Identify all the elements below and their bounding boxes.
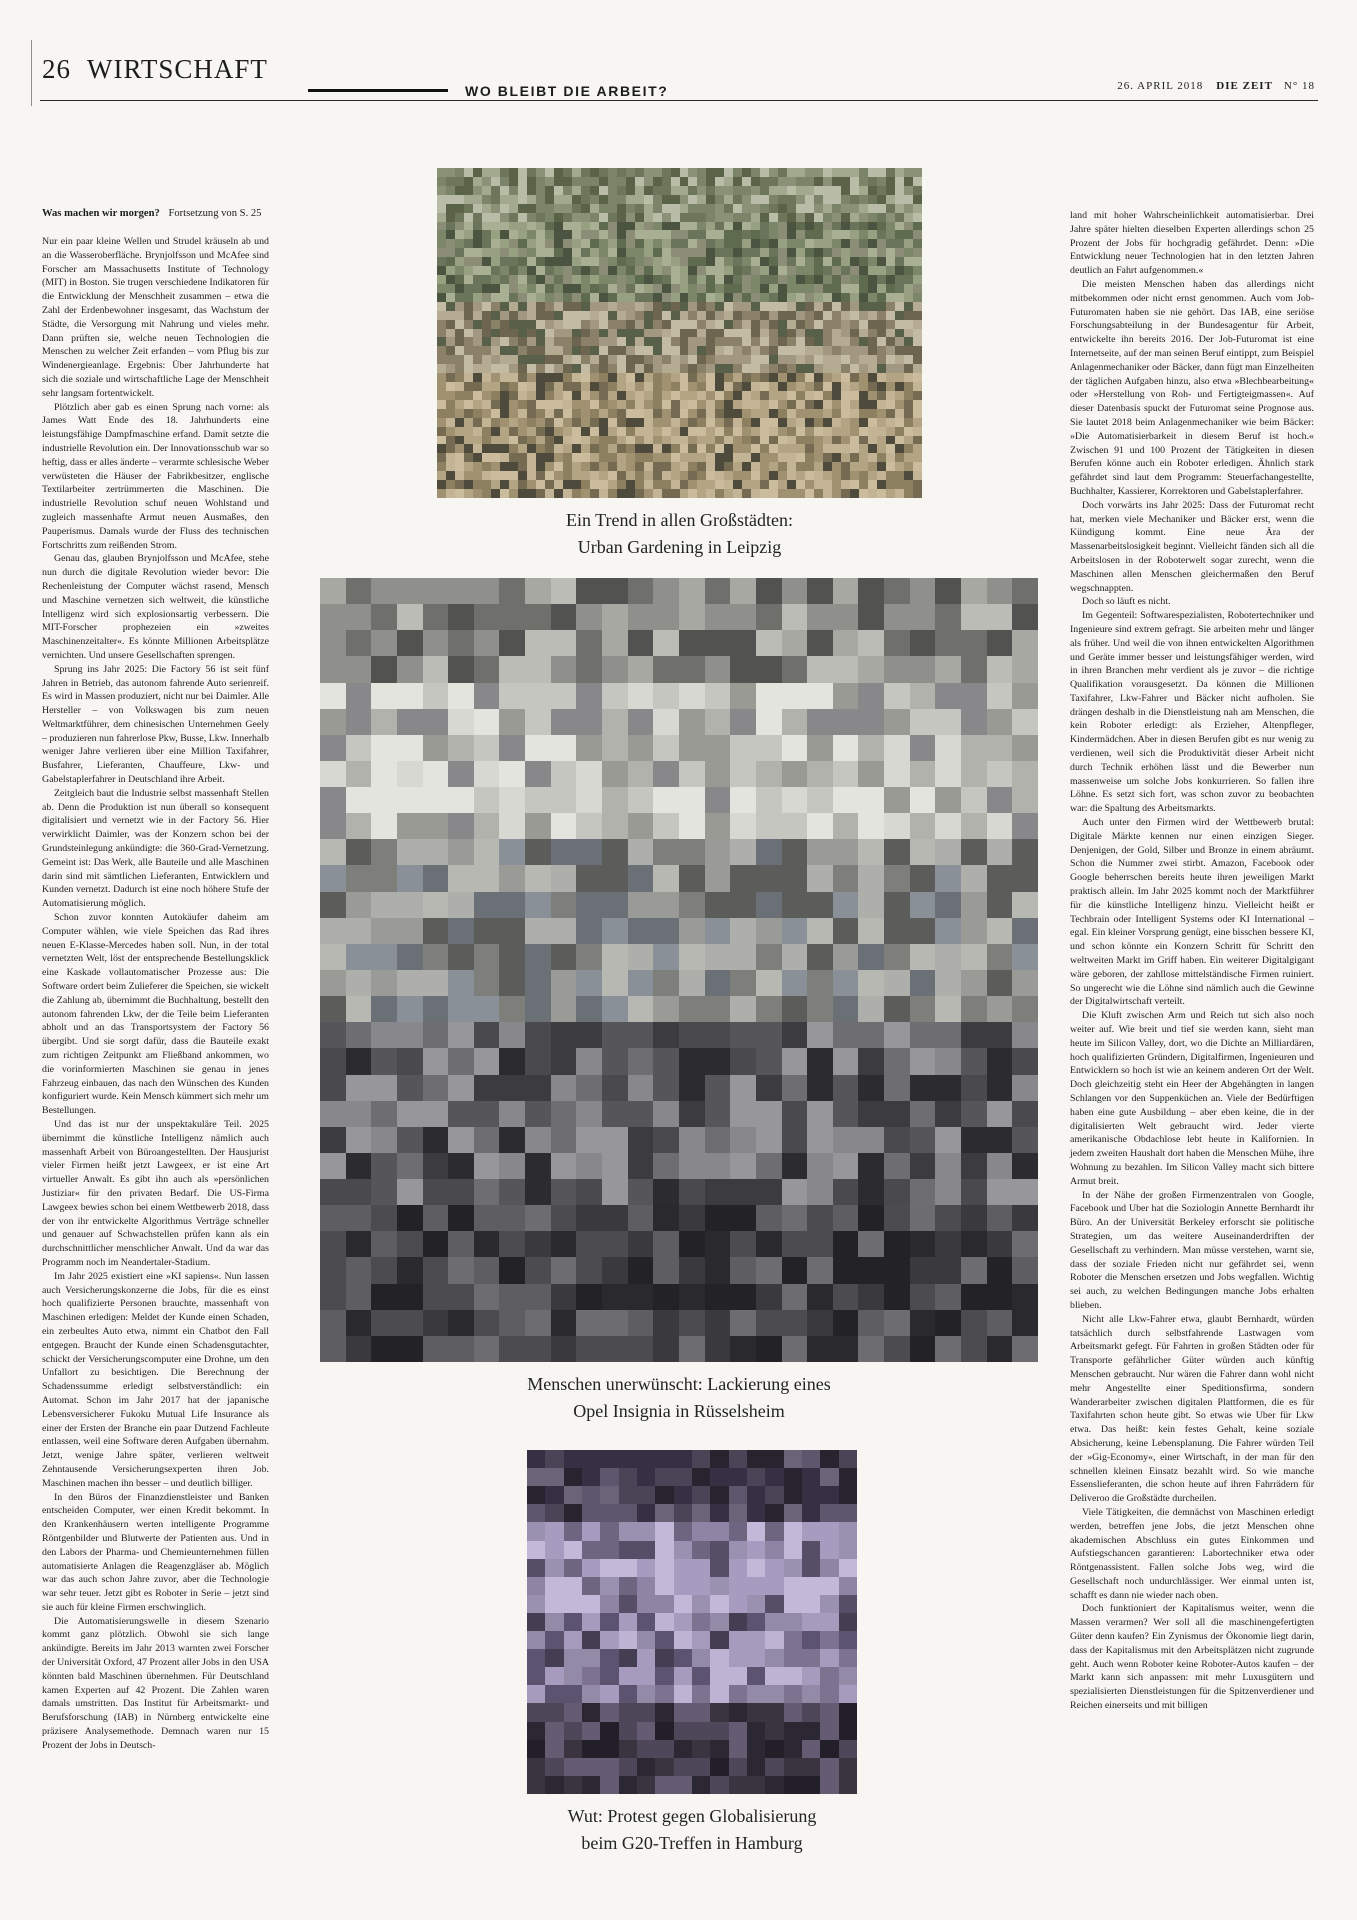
caption-line: Opel Insignia in Rüsselsheim <box>573 1401 785 1421</box>
urban-gardening-photo <box>437 168 922 498</box>
article-paragraph: In den Büros der Finanzdienstleister und Banken entscheiden Computer, wer einen Kredit bekommt. In den Krankenhäusern werten intelligente Programme Röntgenbilder und Blutwerte der Patienten aus. Und in den Labors der Pharma- und Chemieunternehmen füllen automatisierte Anlagen die Reagenzgläser ab. Möglich war das auch schon Jahre zuvor, aber die Technologie war sehr teuer. Jetzt gibt es Roboter in Serie – jetzt sind sie auch für kleine Firmen erschwinglich. <box>42 1491 269 1613</box>
g20-protest-photo <box>527 1450 857 1794</box>
header-rule <box>40 100 1318 101</box>
caption-line: Menschen unerwünscht: Lackierung eines <box>527 1374 831 1394</box>
article-paragraph: Im Jahr 2025 existiert eine »KI sapiens«. Nun lassen auch Versicherungskonzerne die Jobs, für die es einst hoch qualifizierte Personen brauchte, massenhaft von Maschinen erledigen: Meldet der Kunde einen Schaden, ein zerbeultes Auto etwa, nimmt ein Chatbot den Fall entgegen. Braucht der Kunde einen Schadensgutachter, schickt der Versicherungscomputer eine Drohne, um den Unfallort zu besichtigen. Die Berechnung der Schadenssumme erledigt selbstverständlich: ein Automat. Schon im Jahr 2017 hat der japanische Lebensversicherer Fukoku Mutual Life Insurance als einer der Ersten der Branche ein paar Dutzend Fachleute entlassen, weil eine Software deren Aufgaben übernahm. Jetzt, wenige Jahre später, verlieren weltweit Zehntausende Versicherungsexperten ihren Job. Maschinen machen ihn besser – und deutlich billiger. <box>42 1270 269 1489</box>
figure-g20-protest <box>527 1450 857 1857</box>
series-title-dash <box>308 89 448 92</box>
article-paragraph: Zeitgleich baut die Industrie selbst massenhaft Stellen ab. Denn die Produktion ist nun überall so konsequent digitalisiert und vernetzt wie in der Factory 56. Hier verwirklicht Daimler, was der Konzern schon bei der Grundsteinlegung ankündigte: die 360-Grad-Vernetzung. Gemeint ist: Das Werk, alle Bauteile und alle Maschinen darin sind mit sämtlichen Lieferanten, Entwicklern und Kunden vernetzt. Dadurch ist eine noch höhere Stufe der Automatisierung möglich. <box>42 787 269 910</box>
issue-date: 26. APRIL 2018 <box>1117 80 1204 92</box>
article-paragraph: Sprung ins Jahr 2025: Die Factory 56 ist seit fünf Jahren in Betrieb, das autonom fahrende Auto serienreif. Es wird in Massen produziert, nicht nur bei Daimler. Alle Hersteller – von Volkswagen bis zum neuen Weltmarktführer, dem chinesischen Unternehmen Geely – produzieren nun fahrerlose Pkw, Busse, Lkw. Innerhalb weniger Jahre verlieren über eine Million Taxifahrer, Busfahrer, Lieferanten, Chauffeure, Lkw- und Gabelstaplerfahrer in Deutschland ihre Arbeit. <box>42 663 269 786</box>
caption-line: Wut: Protest gegen Globalisierung <box>567 1806 817 1826</box>
article-paragraph: Nur ein paar kleine Wellen und Strudel kräuseln ab und an die Wasseroberfläche. Brynjolfsson und McAfee sind Forscher am Massachusetts Institute of Technology (MIT) in Boston. Sie trugen verschiedene Indikatoren für die Entwicklung der Menschheit zusammen – etwa die Zahl der Erdenbewohner insgesamt, das Wachstum der Städte, die Versorgung mit Nahrung und vieles mehr. Dann prüften sie, welche neuen Technologien die Menschen zu welcher Zeit erfanden – vom Pflug bis zur Windenergieanlage. Ergebnis: Über Jahrhunderte hat sich die soziale und wirtschaftliche Lage der Menschheit sehr langsam fortentwickelt. <box>42 236 269 399</box>
article-paragraph: Und das ist nur der unspektakuläre Teil. 2025 übernimmt die künstliche Intelligenz nämlich auch massenhaft Arbeit von Büroangestellten. Der Hausjurist vieler Firmen heißt jetzt Lawgeex, er ist eine Art virtueller Anwalt. Es gibt ihn auch als »persönlichen Justiziar« für den privaten Bedarf. Die US-Firma Lawgeex bewies schon bei einem Wettbewerb 2018, dass der von ihr entwickelte Algorithmus Verträge schneller und genauer auf Schwachstellen prüfen kann als ein durchschnittlicher menschlicher Anwalt. Und da war das Programm noch im Neandertaler-Stadium. <box>42 1119 269 1268</box>
left-column <box>42 207 269 1753</box>
paint-shop-photo <box>320 578 1038 1362</box>
page-number: 26 <box>42 54 71 84</box>
article-paragraph: Doch so läuft es nicht. <box>1082 596 1171 608</box>
article-paragraph: Plötzlich aber gab es einen Sprung nach vorne: als James Watt Ende des 18. Jahrhunderts eine leistungsfähige Dampfmaschine erfand. Damit setzte die industrielle Revolution ein. Der Innovationsschub war so heftig, dass er alles änderte – verarmte schlesische Weber verwüsteten die Häuser der Fabrikbesitzer, englische Textilarbeiter zertrümmerten die Maschinen. Die industrielle Revolution schuf neuen Wohlstand und zugleich massenhafte Armut neuen Ausmaßes, den Pauperismus. Damals wurde der Fluss des technischen Fortschritts zum reißenden Strom. <box>42 401 269 551</box>
right-column <box>1070 209 1314 1713</box>
article-paragraph: Auch unter den Firmen wird der Wettbewerb brutal: Digitale Märkte kennen nur einen einzigen Sieger. Denjenigen, der Gold, Silber und Bronze in einem abräumt. Schon die Nummer zwei stirbt. Amazon, Facebook oder Google beherrschen bereits heute ihren jeweiligen Markt praktisch allein. Im Jahr 2025 kommt noch der Marktführer für die künstliche Intelligenz hinzu. Vielleicht heißt er Techbrain oder Intelligent Systems oder KI International – egal. Ein kleiner Vorsprung genügt, eine bisschen bessere KI, und schon könnte ein Konzern Schritt für Schritt den weltweiten Markt im Griff haben. Ein weiterer Digitalgigant wäre geboren, der zahllose mittelständische Firmen ruiniert. So ungerecht wie die Löhne sind nämlich auch die Gewinne der Digitalwirtschaft verteilt. <box>1070 817 1314 1008</box>
left-column-text <box>42 235 269 1753</box>
figure-urban-gardening <box>437 168 922 561</box>
article-paragraph: Schon zuvor konnten Autokäufer daheim am Computer wählen, wie viele Speichen das Rad ihres neuen E-Klasse-Mercedes haben soll. Nun, in der total vernetzten Welt, löst der entsprechende Bestellungsklick eine Kaskade vollautomatischer Prozesse aus: Die Software ordert beim Zulieferer die Speichen, sie wickelt die Zahlung ab, übernimmt die Buchhaltung, bestellt den autonom fahrenden Lkw, der die Teile beim Lieferanten abholt und an das Transportsystem der Factory 56 übergibt. Und sie sorgt dafür, dass die Bauteile exakt zum richtigen Zeitpunkt am Fließband ankommen, wo die vorinformierten Maschinen sie genau in jenes Fahrzeug einbauen, das nach den Wünschen des Kunden konfiguriert wurde. Kein Mensch kümmert sich mehr um Bestellungen. <box>42 912 269 1117</box>
article-paragraph: Die meisten Menschen haben das allerdings nicht mitbekommen oder nicht ernst genommen. Auch vom Job-Futuromaten haben sie nie gehört. Das IAB, eine seriöse Forschungsabteilung in der Bundesagentur für Arbeit, entwickelte ihn bereits 2016. Der Job-Futuromat ist eine Internetseite, auf der man seinen Beruf eintippt, zum Beispiel Anlagenmechaniker oder Bäcker, dann fügt man Einzelheiten der täglichen Aufgaben hinzu, also etwa »Blechbearbeitung« oder »Herstellung von Roh- und Fertigteigmassen«. Auf dieser Datenbasis spuckt der Futuromat seine Prognose aus. Sie lautet 2018 beim Anlagenmechaniker wie beim Bäcker: »Die Automatisierbarkeit in diesem Beruf ist hoch.« Zwischen 91 und 100 Prozent der Tätigkeiten in diesen Berufen könne auch ein Roboter erledigen. Ähnlich stark gefährdet sind laut dem Programm: Steuerfachangestellte, Buchhalter, Kassierer, Korrektoren und Gabelstaplerfahrer. <box>1070 278 1314 497</box>
right-column-text <box>1070 209 1314 1713</box>
article-paragraph: Genau das, glauben Brynjolfsson und McAfee, stehe nun durch die digitale Revolution wieder bevor: Die Rechenleistung der Computer wächst rasend, Mensch und Maschine vernetzen sich weltweit, die künstliche Intelligenz wird sich explosionsartig verbessern. Die MIT-Forscher prophezeien ein »zweites Maschinenzeitalter«. Es könnte Millionen Arbeitsplätze vernichten. Und unsere Gesellschaften sprengen. <box>42 553 269 661</box>
caption-line: Urban Gardening in Leipzig <box>577 537 782 557</box>
caption-g20-protest <box>432 1803 952 1857</box>
section-title: WIRTSCHAFT <box>87 54 268 84</box>
kicker-note: Fortsetzung von S. 25 <box>168 208 262 219</box>
article-paragraph: Die Kluft zwischen Arm und Reich tut sich also noch weiter auf. Wie breit und tief sie werden kann, sieht man heute im Silicon Valley, dort, wo die Dichte an Milliardären, hoch qualifizierten Gründern, Digitalfirmen, Ingenieuren und Entwicklern so hoch ist wie an keinem anderen Ort der Welt. Doch gleichzeitig steht ein Heer der Abgehängten in langen Schlangen vor den Suppenküchen an. Viele der Bedürftigen haben eine gute Ausbildung – aber eben keine, die in der digitalisierten Welt gebraucht wird. Jeder vierte amerikanische Obdachlose lebt heute in Kalifornien. In jedem zweiten Haushalt dort haben die Menschen Mühe, ihre Wohnung zu bezahlen. Im Silicon Valley macht sich bittere Armut breit. <box>1070 1010 1314 1187</box>
paper-name: DIE ZEIT <box>1216 80 1273 92</box>
article-paragraph: land mit hoher Wahrscheinlichkeit automatisierbar. Drei Jahre später hielten dieselben Experten allerdings schon 25 Prozent der Jobs für hochgradig gefährdet. Denn: »Die Entwicklung neuer Technologien hat in den letzten Jahren deutlich an Fahrt aufgenommen.« <box>1070 210 1314 277</box>
article-paragraph: In der Nähe der großen Firmenzentralen von Google, Facebook und Uber hat die Soziologin Annette Bernhardt ihr Büro. An der Universität Berkeley erforscht sie politische Strategien, um das weitere Auseinanderdriften der Gesellschaft zu verhindern. Man müsse verstehen, warnt sie, dass der soziale Frieden nicht nur gefährdet sei, wenn Roboter die Menschen ersetzen und Jobs wegfallen. Wichtig sei auch, zu welchen Bedingungen manche Jobs erhalten blieben. <box>1070 1189 1314 1311</box>
article-paragraph: Nicht alle Lkw-Fahrer etwa, glaubt Bernhardt, würden tatsächlich durch selbstfahrende Lastwagen vom Arbeitsmarkt gefegt. Für Fahrten in großen Städten oder für Transporte gefährlicher Güter würden auch künftig Menschen gebraucht. Nur wären die Fahrer dann wohl nicht mehr Angestellte einer Speditionsfirma, sondern Wanderarbeiter zwischen digitalen Plattformen, die es für Taxifahrten schon heute gibt. So etwas wie Uber für Lkw etwa. Das heißt: kein festes Gehalt, keine soziale Absicherung, keine Lebensplanung. Die Fahrer würden Teil der »Gig-Economy«, einer Wirtschaft, in der man für den schnellen kleinen Einsatz bezahlt wird. So wie manche Essenslieferanten, die schon heute auf ihren Fahrrädern für Deliveroo die Großstädte durcheilen. <box>1070 1313 1314 1505</box>
caption-urban-gardening <box>437 507 922 561</box>
article-paragraph: Viele Tätigkeiten, die demnächst von Maschinen erledigt werden, betreffen jene Jobs, die jetzt Menschen ohne akademischen Abschluss ein gutes Einkommen und Aufstiegschancen garantieren: Labortechniker etwa oder Röntgenassistent. Fallen solche Jobs weg, wird die Gesellschaft noch undurchlässiger. Wer einmal unten ist, schafft es dann nie wieder nach oben. <box>1070 1506 1314 1601</box>
article-paragraph: Doch funktioniert der Kapitalismus weiter, wenn die Massen verarmen? Wer soll all die maschinengefertigten Güter denn kaufen? Ein Zynismus der Ökonomie liegt darin, dass der Kapitalismus mit den Arbeitsplätzen nicht zugrunde geht. Auch wenn Roboter keine Roboter-Autos kaufen – der Markt kann sich anpassen: mit mehr Luxusgütern und spezialisierten Dienstleistungen für die Spitzenverdiener und Reichen einerseits und mit billigen <box>1070 1603 1314 1712</box>
article-paragraph: Im Gegenteil: Softwarespezialisten, Robotertechniker und Ingenieure sind extrem gefragt. Sie arbeiten mehr und länger als früher. Und weil die von ihnen entwickelten Algorithmen und Geräte immer besser und leistungsfähiger werden, wird in ihren Branchen mehr verdient als je zuvor – die richtige Qualifikation vorausgesetzt. Da können die Millionen Taxifahrer, Lkw-Fahrer und Bäcker nicht aufholen. Sie drängen deshalb in die Dienstleistung nah am Menschen, die kein Roboter erledigt: als Erzieher, Altenpfleger, Kindermädchen. Aber in diesen Berufen gibt es nur wenig zu verdienen, weil sich die Produktivität dieser Arbeit nicht durch Technik erhöhen lässt und die Bewerber nun massenweise um solche Jobs konkurrieren. So fallen ihre Löhne. Es setzt sich fort, was schon zuvor zu beobachten war: die Spaltung des Arbeitsmarkts. <box>1070 610 1314 815</box>
section-masthead <box>42 54 268 85</box>
caption-paint-shop <box>320 1371 1038 1425</box>
kicker-title: Was machen wir morgen? <box>42 208 160 219</box>
issue-number: N° 18 <box>1283 80 1315 92</box>
series-title: WO BLEIBT DIE ARBEIT? <box>455 83 678 99</box>
dateline <box>1117 80 1315 92</box>
article-paragraph: Doch vorwärts ins Jahr 2025: Dass der Futuromat recht hat, merken viele Mechaniker und Bäcker erst, wenn die Kündigung kommt. Eine neue Ära der Massenarbeitslosigkeit beginnt. Vielleicht fänden sich all die Arbeitslosen in der Roboterwelt sogar zurecht, wenn die Maschinen allen Menschen gleichermaßen den Beruf wegschnappten. <box>1070 499 1314 594</box>
caption-line: Ein Trend in allen Großstädten: <box>566 510 793 530</box>
article-paragraph: Die Automatisierungswelle in diesem Szenario kommt ganz plötzlich. Obwohl sie sich lange ankündigte. Bereits im Jahr 2013 warnten zwei Forscher der Universität Oxford, 47 Prozent aller Jobs in den USA könnten bald Maschinen übernehmen. Für Deutschland kamen Experten auf 42 Prozent. Die Zahlen waren damals umstritten. Das Institut für Arbeitsmarkt- und Berufsforschung (IAB) in Nürnberg entwickelte eine präzisere Analysemethode. Demnach waren nur 15 Prozent der Jobs in Deutsch- <box>42 1615 269 1751</box>
continuation-kicker <box>42 207 269 220</box>
caption-line: beim G20-Treffen in Hamburg <box>581 1833 803 1853</box>
figure-paint-shop <box>320 578 1038 1425</box>
page-edge-line <box>31 40 32 106</box>
